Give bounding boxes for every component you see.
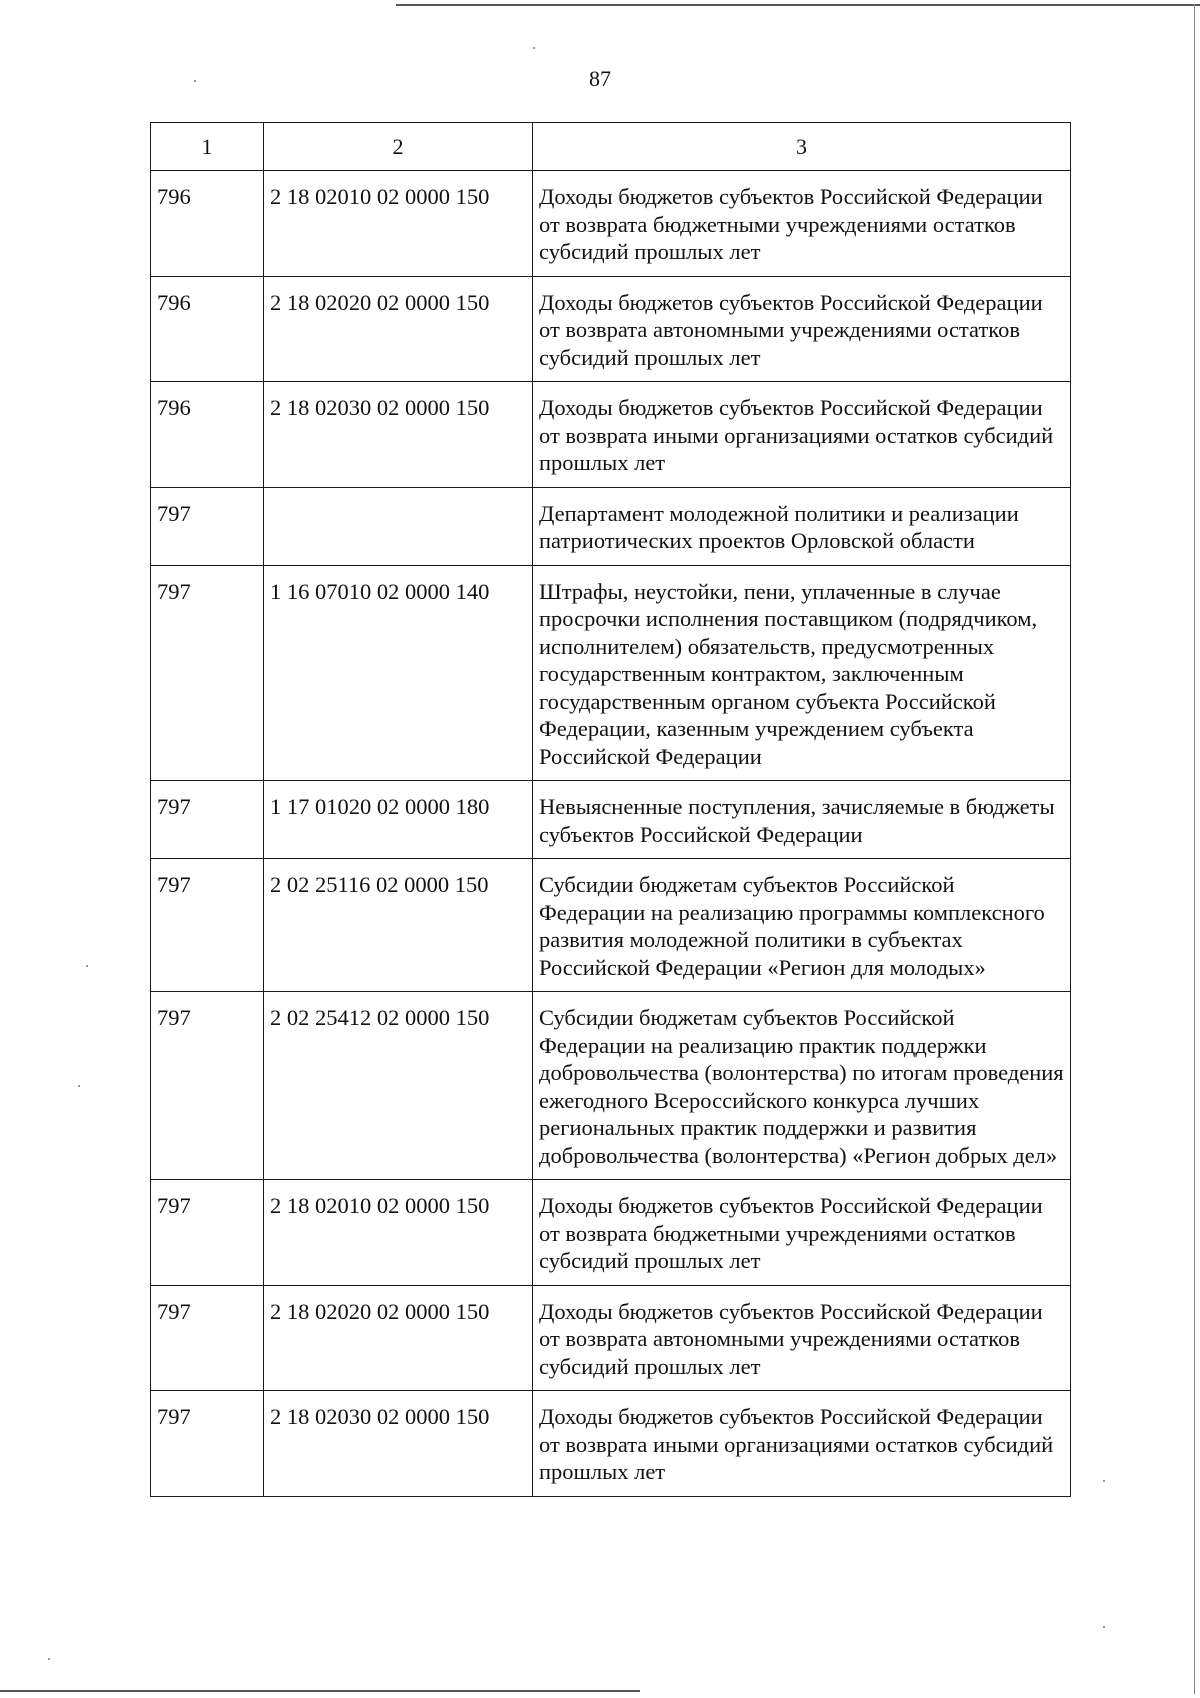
admin-code-cell: 796 — [151, 382, 264, 488]
scan-top-edge-line — [396, 4, 1200, 6]
revenue-code-cell: 2 02 25116 02 0000 150 — [264, 859, 533, 992]
description-cell: Департамент молодежной политики и реализации патриотических проектов Орловской области — [533, 487, 1071, 565]
table-header — [151, 123, 1071, 171]
description-cell: Доходы бюджетов субъектов Российской Федерации от возврата автономными учреждениями остатков субсидий прошлых лет — [533, 276, 1071, 382]
description-cell: Доходы бюджетов субъектов Российской Федерации от возврата бюджетными учреждениями остатков субсидий прошлых лет — [533, 171, 1071, 277]
revenue-code-cell: 2 02 25412 02 0000 150 — [264, 992, 533, 1180]
header-row — [151, 123, 1071, 171]
table-row — [151, 992, 1071, 1180]
admin-code-cell: 797 — [151, 992, 264, 1180]
scan-speck — [194, 80, 196, 82]
table-row — [151, 565, 1071, 781]
description-cell: Штрафы, неустойки, пени, уплаченные в случае просрочки исполнения поставщиком (подрядчиком, исполнителем) обязательств, предусмотренных государственным контрактом, заключенным государственным органом субъекта Российской Федерации, казенным учреждением субъекта Российской Федерации — [533, 565, 1071, 781]
description-cell: Доходы бюджетов субъектов Российской Федерации от возврата автономными учреждениями остатков субсидий прошлых лет — [533, 1285, 1071, 1391]
table-row — [151, 781, 1071, 859]
table-row — [151, 1285, 1071, 1391]
table-row — [151, 1180, 1071, 1286]
revenue-code-cell: 2 18 02010 02 0000 150 — [264, 171, 533, 277]
description-cell: Субсидии бюджетам субъектов Российской Федерации на реализацию практик поддержки добровольчества (волонтерства) по итогам проведения ежегодного Всероссийского конкурса лучших региональных практик поддержки и развития добровольчества (волонтерства) «Регион добрых дел» — [533, 992, 1071, 1180]
revenue-codes-table — [150, 122, 1071, 1497]
revenue-code-cell: 1 17 01020 02 0000 180 — [264, 781, 533, 859]
admin-code-cell: 797 — [151, 487, 264, 565]
table-row — [151, 382, 1071, 488]
revenue-code-cell: 2 18 02030 02 0000 150 — [264, 382, 533, 488]
table-row — [151, 171, 1071, 277]
revenue-code-cell: 1 16 07010 02 0000 140 — [264, 565, 533, 781]
scan-bottom-edge-line — [0, 1690, 640, 1692]
revenue-code-cell: 2 18 02020 02 0000 150 — [264, 1285, 533, 1391]
admin-code-cell: 796 — [151, 171, 264, 277]
revenue-code-cell: 2 18 02020 02 0000 150 — [264, 276, 533, 382]
admin-code-cell: 797 — [151, 859, 264, 992]
scan-speck — [78, 1085, 80, 1087]
scan-right-edge-line — [1194, 4, 1195, 1694]
table-body — [151, 171, 1071, 1497]
description-cell: Доходы бюджетов субъектов Российской Федерации от возврата бюджетными учреждениями остатков субсидий прошлых лет — [533, 1180, 1071, 1286]
description-cell: Невыясненные поступления, зачисляемые в бюджеты субъектов Российской Федерации — [533, 781, 1071, 859]
scan-speck — [533, 47, 535, 49]
admin-code-cell: 796 — [151, 276, 264, 382]
admin-code-cell: 797 — [151, 565, 264, 781]
column-2-header: 2 — [264, 123, 533, 171]
revenue-code-cell: 2 18 02010 02 0000 150 — [264, 1180, 533, 1286]
admin-code-cell: 797 — [151, 1285, 264, 1391]
table-row — [151, 859, 1071, 992]
scan-speck — [48, 1658, 50, 1660]
table-row — [151, 276, 1071, 382]
scan-speck — [1103, 1626, 1105, 1628]
admin-code-cell: 797 — [151, 1391, 264, 1497]
revenue-code-cell: 2 18 02030 02 0000 150 — [264, 1391, 533, 1497]
page-number: 87 — [589, 66, 611, 91]
table-row — [151, 1391, 1071, 1497]
description-cell: Доходы бюджетов субъектов Российской Федерации от возврата иными организациями остатков субсидий прошлых лет — [533, 382, 1071, 488]
admin-code-cell: 797 — [151, 1180, 264, 1286]
column-1-header: 1 — [151, 123, 264, 171]
column-3-header: 3 — [533, 123, 1071, 171]
scan-speck — [1103, 1480, 1105, 1482]
description-cell: Субсидии бюджетам субъектов Российской Федерации на реализацию программы комплексного развития молодежной политики в субъектах Российской Федерации «Регион для молодых» — [533, 859, 1071, 992]
admin-code-cell: 797 — [151, 781, 264, 859]
scan-speck — [86, 965, 88, 967]
revenue-code-cell — [264, 487, 533, 565]
description-cell: Доходы бюджетов субъектов Российской Федерации от возврата иными организациями остатков субсидий прошлых лет — [533, 1391, 1071, 1497]
table-row — [151, 487, 1071, 565]
